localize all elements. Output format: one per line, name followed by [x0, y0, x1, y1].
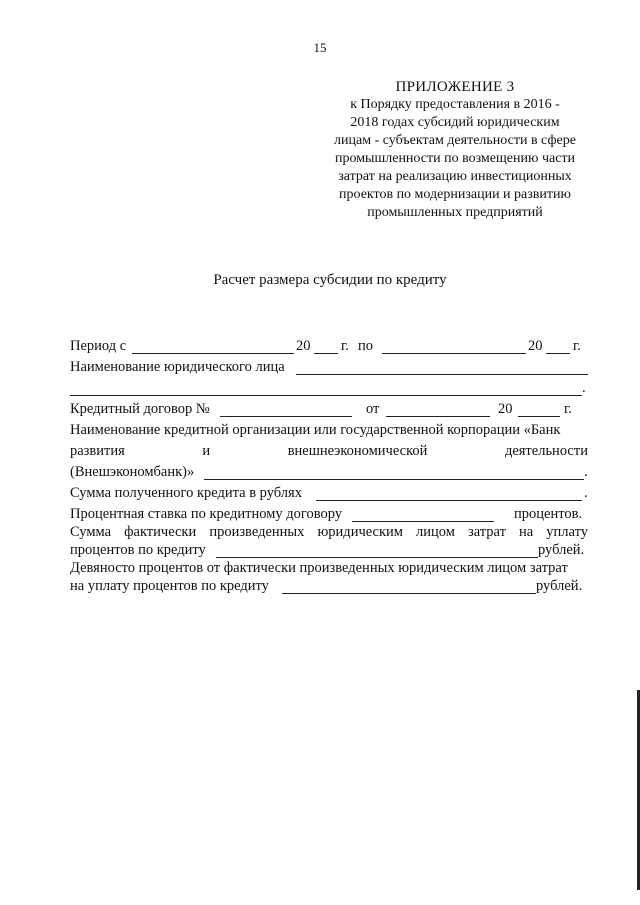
document-title: Расчет размера субсидии по кредиту: [213, 272, 447, 288]
actual-costs-suffix: рублей.: [538, 542, 585, 558]
credit-org-row-3: [70, 464, 588, 484]
year-suffix: г.: [573, 338, 581, 354]
appendix-line: промышленных предприятий: [367, 205, 543, 220]
ninety-percent-row-2: [70, 578, 588, 598]
year-suffix: г.: [341, 338, 349, 354]
credit-org-word: развития: [70, 443, 125, 459]
year-prefix: 20: [296, 338, 311, 354]
actual-costs-word: Сумма: [70, 524, 112, 540]
period-start-year-field[interactable]: [314, 353, 338, 354]
period-label: Период с: [70, 338, 127, 354]
period-end-date-field[interactable]: [382, 353, 526, 354]
contract-year-field[interactable]: [518, 416, 560, 417]
period-row: [70, 338, 588, 358]
credit-org-justified-text: [70, 443, 588, 460]
page-number: 15: [313, 40, 327, 55]
actual-costs-row-2: [70, 542, 588, 562]
credit-org-field[interactable]: [204, 479, 584, 480]
line-end-dot: .: [584, 464, 588, 480]
period-end-year-field[interactable]: [546, 353, 570, 354]
interest-rate-field[interactable]: [352, 521, 494, 522]
credit-org-row: [70, 422, 588, 442]
credit-org-label-end: (Внешэкономбанк)»: [70, 464, 195, 480]
credit-org-label: Наименование кредитной организации или государственной корпорации «Банк: [70, 422, 561, 438]
contract-label: Кредитный договор №: [70, 401, 210, 417]
legal-entity-label: Наименование юридического лица: [70, 359, 285, 375]
appendix-line: затрат на реализацию инвестиционных: [338, 169, 572, 184]
credit-org-word: внешнеэкономической: [287, 443, 428, 459]
legal-entity-field-continued[interactable]: [70, 395, 582, 396]
appendix-line: промышленности по возмещению части: [334, 151, 576, 166]
ninety-percent-label-end: на уплату процентов по кредиту: [70, 578, 269, 594]
appendix-line: лицам - субъектам деятельности в сфере: [334, 133, 576, 148]
interest-rate-label: Процентная ставка по кредитному договору: [70, 506, 343, 522]
actual-costs-field[interactable]: [216, 557, 538, 558]
appendix-header: [300, 78, 610, 222]
contract-date-field[interactable]: [386, 416, 490, 417]
appendix-line: к Порядку предоставления в 2016 -: [350, 97, 560, 112]
actual-costs-word: юридическим: [317, 524, 403, 540]
actual-costs-word: на: [519, 524, 534, 540]
credit-org-row-2: [70, 443, 588, 463]
appendix-line: 2018 годах субсидий юридическим: [350, 115, 560, 130]
actual-costs-word: фактически: [124, 524, 197, 540]
contract-number-field[interactable]: [220, 416, 352, 417]
to-label: по: [358, 338, 374, 354]
line-end-dot: .: [582, 380, 586, 396]
ninety-percent-label: Девяносто процентов от фактически произведенных юридическим лицом затрат: [70, 560, 568, 576]
actual-costs-justified-text: [70, 524, 588, 541]
actual-costs-word: уплату: [546, 524, 588, 540]
actual-costs-label: процентов по кредиту: [70, 542, 206, 558]
year-prefix: 20: [498, 401, 513, 417]
actual-costs-word: лицом: [416, 524, 455, 540]
credit-org-word: и: [202, 443, 211, 459]
ninety-percent-row: [70, 560, 588, 580]
year-prefix: 20: [528, 338, 543, 354]
line-end-dot: .: [584, 485, 588, 501]
appendix-line: проектов по модернизации и развитию: [339, 187, 571, 202]
actual-costs-word: произведенных: [209, 524, 305, 540]
interest-rate-suffix: процентов.: [514, 506, 583, 522]
loan-sum-label: Сумма полученного кредита в рублях: [70, 485, 302, 501]
ninety-percent-field[interactable]: [282, 593, 536, 594]
legal-entity-continuation-row: [70, 380, 588, 400]
period-start-date-field[interactable]: [132, 353, 294, 354]
ninety-percent-suffix: рублей.: [536, 578, 583, 594]
legal-entity-row: [70, 359, 588, 379]
actual-costs-word: затрат: [468, 524, 506, 540]
credit-org-word: деятельности: [504, 443, 588, 459]
year-suffix: г.: [564, 401, 572, 417]
loan-sum-row: [70, 485, 588, 505]
loan-sum-field[interactable]: [316, 500, 582, 501]
appendix-title: ПРИЛОЖЕНИЕ 3: [395, 79, 515, 95]
legal-entity-field[interactable]: [296, 374, 588, 375]
from-label: от: [366, 401, 380, 417]
actual-costs-row: [70, 524, 588, 544]
interest-rate-row: [70, 506, 588, 526]
contract-row: [70, 401, 588, 421]
